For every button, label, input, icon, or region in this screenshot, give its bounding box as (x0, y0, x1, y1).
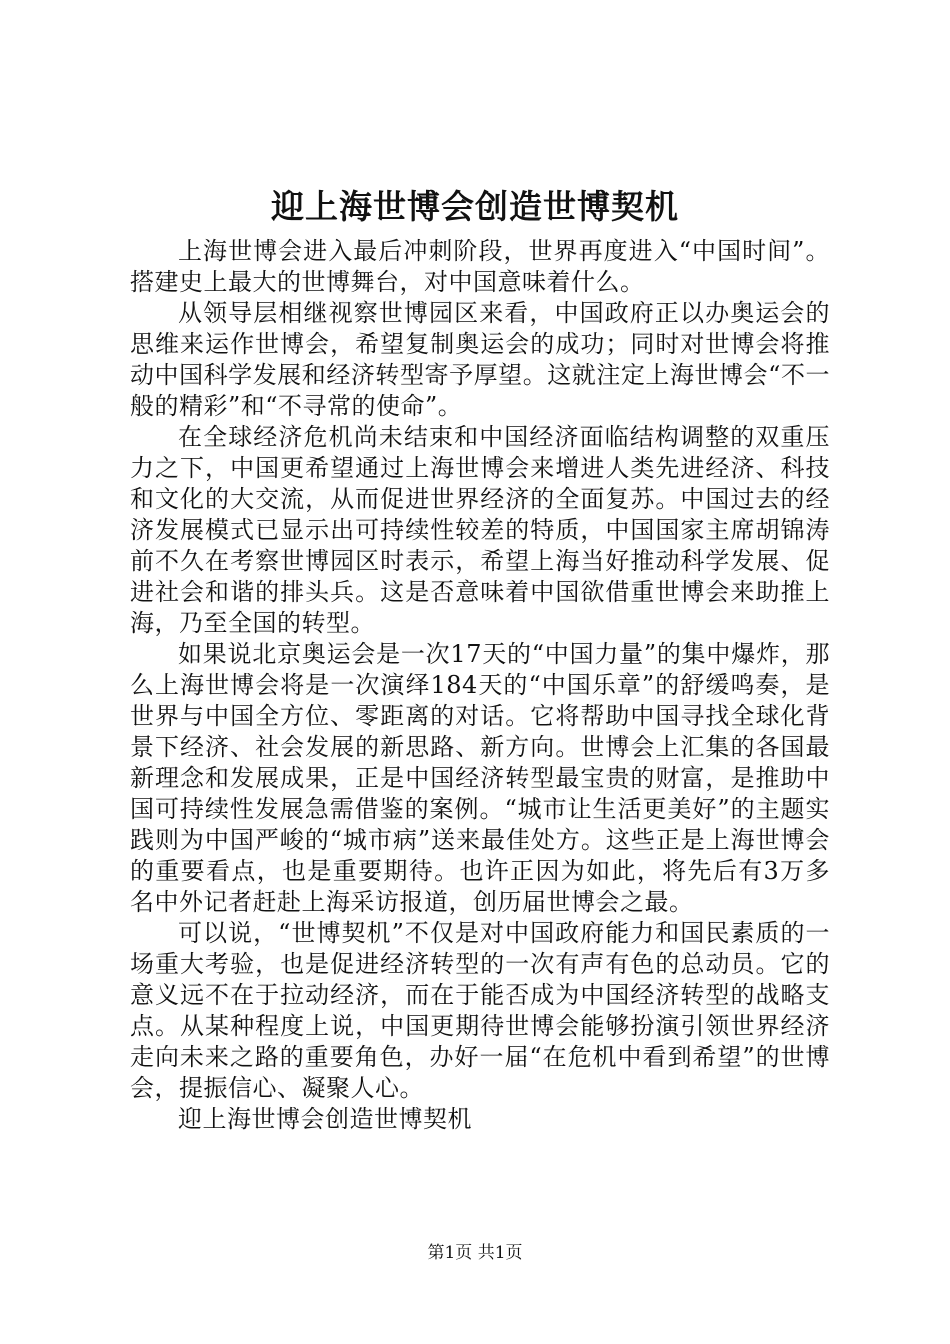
paragraph-3: 在全球经济危机尚未结束和中国经济面临结构调整的双重压力之下，中国更希望通过上海世博会来增进人类先进经济、科技和文化的大交流，从而促进世界经济的全面复苏。中国过去的经济发展模式已显示出可持续性较差的特质，中国国家主席胡锦涛前不久在考察世博园区时表示，希望上海当好推动科学发展、促进社会和谐的排头兵。这是否意味着中国欲借重世博会来助推上海，乃至全国的转型。 (130, 423, 830, 637)
document-title: 迎上海世博会创造世博契机 (271, 187, 679, 226)
paragraph-5: 可以说，“世博契机”不仅是对中国政府能力和国民素质的一场重大考验，也是促进经济转型的一次有声有色的总动员。它的意义远不在于拉动经济，而在于能否成为中国经济转型的战略支点。从某种程度上说，中国更期待世博会能够扮演引领世界经济走向未来之路的重要角色，办好一届“在危机中看到希望”的世博会，提振信心、凝聚人心。 (130, 919, 830, 1102)
paragraph-2: 从领导层相继视察世博园区来看，中国政府正以办奥运会的思维来运作世博会，希望复制奥运会的成功；同时对世博会将推动中国科学发展和经济转型寄予厚望。这就注定上海世博会“不一般的精彩”和“不寻常的使命”。 (130, 299, 830, 420)
paragraph-1: 上海世博会进入最后冲刺阶段，世界再度进入“中国时间”。搭建史上最大的世博舞台，对中国意味着什么。 (130, 237, 830, 296)
paragraph-4: 如果说北京奥运会是一次17天的“中国力量”的集中爆炸，那么上海世博会将是一次演绎184天的“中国乐章”的舒缓鸣奏，是世界与中国全方位、零距离的对话。它将帮助中国寻找全球化背景下经济、社会发展的新思路、新方向。世博会上汇集的各国最新理念和发展成果，正是中国经济转型最宝贵的财富，是推助中国可持续性发展急需借鉴的案例。“城市让生活更美好”的主题实践则为中国严峻的“城市病”送来最佳处方。这些正是上海世博会的重要看点，也是重要期待。也许正因为如此，将先后有3万多名中外记者赶赴上海采访报道，创历届世博会之最。 (130, 640, 830, 916)
document-body (130, 236, 830, 1135)
page-footer: 第1页 共1页 (427, 1243, 523, 1263)
closing-line: 迎上海世博会创造世博契机 (178, 1105, 472, 1133)
